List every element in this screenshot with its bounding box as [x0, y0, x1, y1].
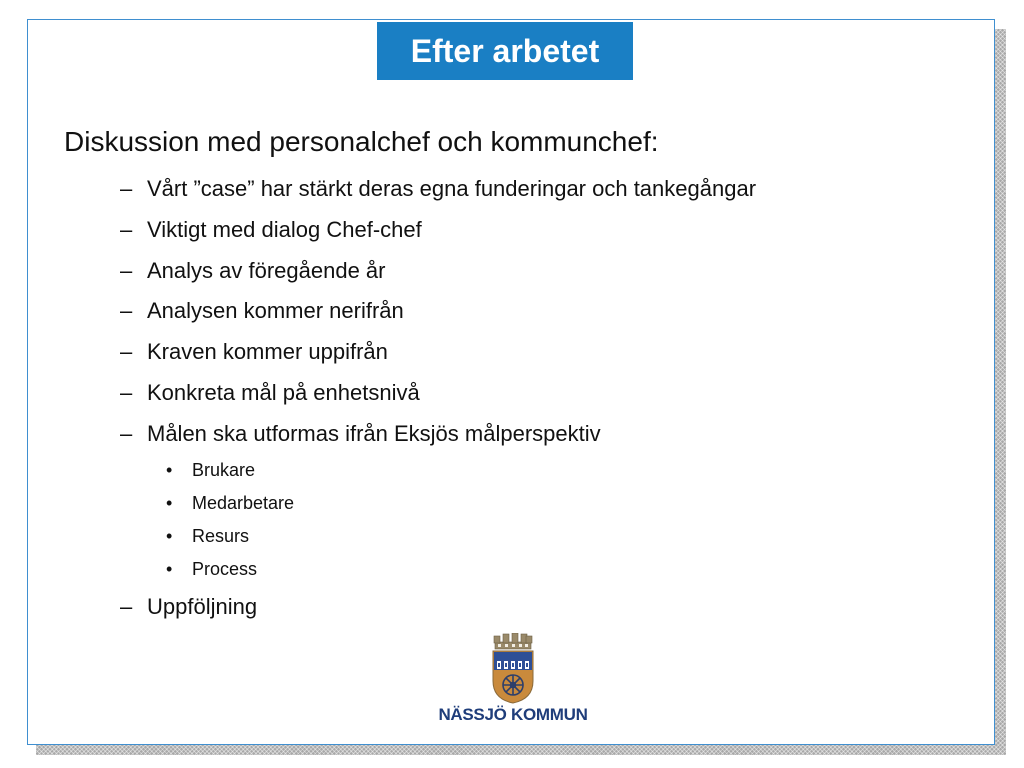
- dash-bullet: –: [120, 594, 133, 619]
- dash-bullet: –: [120, 339, 133, 364]
- list-item: [120, 217, 422, 243]
- dot-bullet: •: [166, 559, 173, 579]
- sub-list-item: [166, 559, 257, 580]
- sub-list-item: [166, 526, 249, 547]
- sub-list-item: [166, 460, 255, 481]
- dash-bullet: –: [120, 380, 133, 405]
- municipality-logo: [428, 633, 598, 728]
- list-item-text: Analysen kommer nerifrån: [147, 298, 404, 323]
- list-item-text: Målen ska utformas ifrån Eksjös målperspektiv: [147, 421, 601, 446]
- list-item-text: Konkreta mål på enhetsnivå: [147, 380, 420, 405]
- dash-bullet: –: [120, 176, 133, 201]
- dot-bullet: •: [166, 493, 173, 513]
- sub-list-item-text: Process: [192, 559, 258, 579]
- list-item: [120, 339, 388, 365]
- main-heading: Diskussion med personalchef och kommunchef:: [64, 126, 659, 157]
- sub-list-item-text: Resurs: [192, 526, 250, 546]
- sub-list-item-text: Brukare: [192, 460, 256, 480]
- list-item: [120, 421, 601, 447]
- dash-bullet: –: [120, 421, 133, 446]
- logo-text: NÄSSJÖ KOMMUN: [438, 705, 588, 724]
- list-item-text: Uppföljning: [147, 594, 258, 619]
- list-item-text: Analys av föregående år: [147, 258, 386, 283]
- dash-bullet: –: [120, 298, 133, 323]
- list-item: [120, 594, 257, 620]
- coat-of-arms-icon: [428, 633, 598, 705]
- dash-bullet: –: [120, 217, 133, 242]
- dot-bullet: •: [166, 460, 173, 480]
- sub-list-item-text: Medarbetare: [192, 493, 295, 513]
- list-item: [120, 298, 404, 324]
- list-item-text: Viktigt med dialog Chef-chef: [147, 217, 422, 242]
- slide-title: Efter arbetet: [410, 32, 600, 69]
- list-item: [120, 176, 756, 202]
- list-item-text: Vårt ”case” har stärkt deras egna funderingar och tankegångar: [147, 176, 757, 201]
- list-item-text: Kraven kommer uppifrån: [147, 339, 388, 364]
- list-item: [120, 258, 386, 284]
- sub-list-item: [166, 493, 294, 514]
- dot-bullet: •: [166, 526, 173, 546]
- dash-bullet: –: [120, 258, 133, 283]
- list-item: [120, 380, 420, 406]
- title-banner: [377, 22, 633, 80]
